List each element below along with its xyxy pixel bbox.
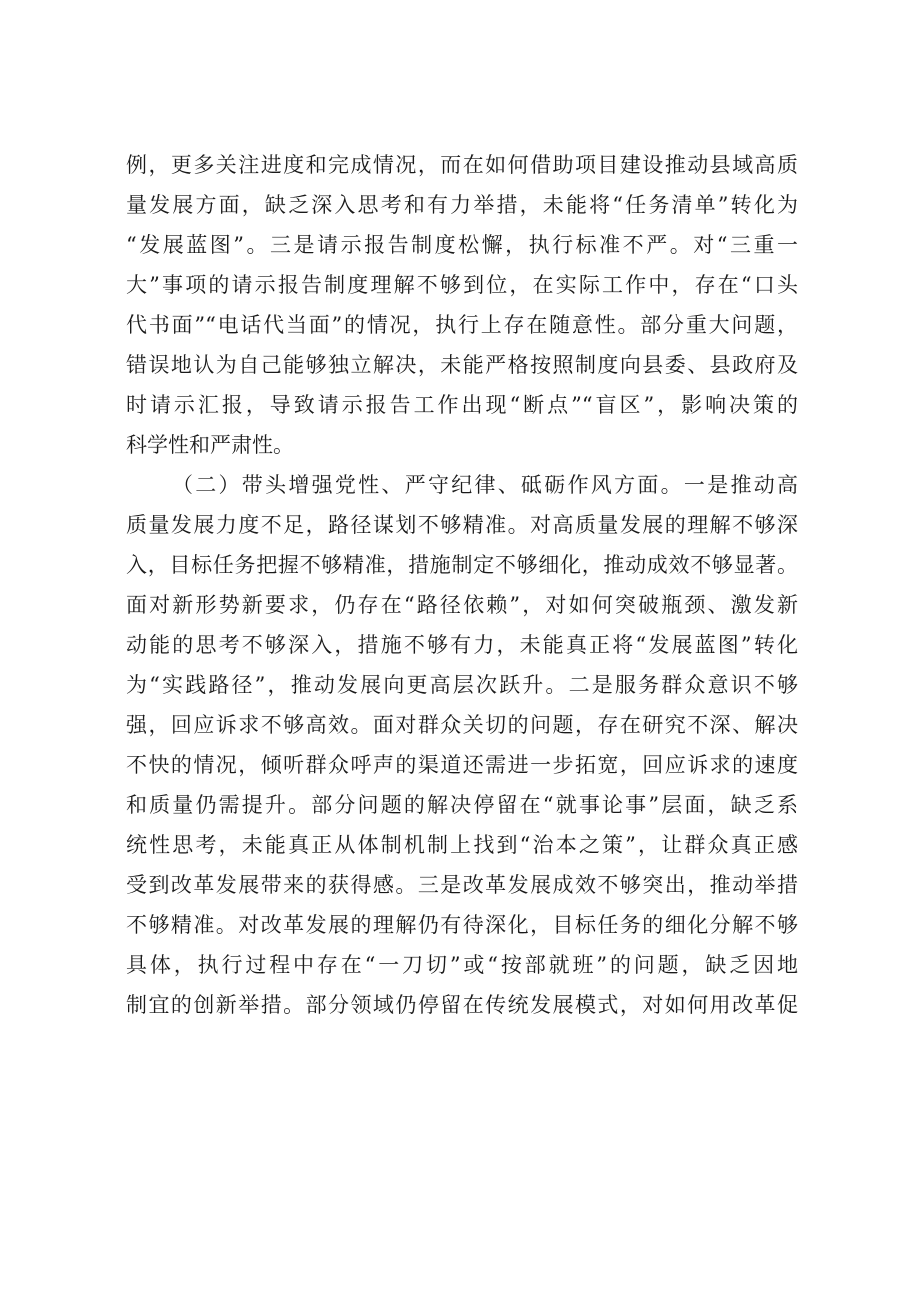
text-line: 统性思考，未能真正从体制机制上找到“治本之策”，让群众真正感 bbox=[126, 833, 798, 857]
paragraph-2 bbox=[126, 465, 798, 1025]
text-line: 强，回应诉求不够高效。面对群众关切的问题，存在研究不深、解决 bbox=[126, 713, 798, 737]
text-line: 和质量仍需提升。部分问题的解决停留在“就事论事”层面，缺乏系 bbox=[126, 793, 798, 817]
document-body bbox=[126, 145, 798, 1025]
text-line: 量发展方面，缺乏深入思考和有力举措，未能将“任务清单”转化为 bbox=[126, 193, 798, 217]
text-line: 面对新形势新要求，仍存在“路径依赖”，对如何突破瓶颈、激发新 bbox=[126, 593, 798, 617]
text-line: 时请示汇报，导致请示报告工作出现“断点”“盲区”，影响决策的 bbox=[126, 393, 798, 417]
text-line: 例，更多关注进度和完成情况，而在如何借助项目建设推动县域高质 bbox=[126, 153, 798, 177]
text-line: 大”事项的请示报告制度理解不够到位，在实际工作中，存在“口头 bbox=[126, 273, 798, 297]
text-line: 不快的情况，倾听群众呼声的渠道还需进一步拓宽，回应诉求的速度 bbox=[126, 753, 798, 777]
text-line: 具体，执行过程中存在“一刀切”或“按部就班”的问题，缺乏因地 bbox=[126, 953, 798, 977]
paragraph-1 bbox=[126, 145, 798, 465]
text-line: 制宜的创新举措。部分领域仍停留在传统发展模式，对如何用改革促 bbox=[126, 993, 798, 1017]
text-line: 不够精准。对改革发展的理解仍有待深化，目标任务的细化分解不够 bbox=[126, 913, 798, 937]
text-line: 动能的思考不够深入，措施不够有力，未能真正将“发展蓝图”转化 bbox=[126, 633, 798, 657]
text-line: 质量发展力度不足，路径谋划不够精准。对高质量发展的理解不够深 bbox=[126, 513, 798, 537]
text-line: 入，目标任务把握不够精准，措施制定不够细化，推动成效不够显著。 bbox=[126, 553, 798, 577]
text-line: 科学性和严肃性。 bbox=[126, 433, 294, 457]
text-line: 代书面”“电话代当面”的情况，执行上存在随意性。部分重大问题， bbox=[126, 313, 798, 337]
text-line: 为“实践路径”，推动发展向更高层次跃升。二是服务群众意识不够 bbox=[126, 673, 798, 697]
text-line: （二）带头增强党性、严守纪律、砥砺作风方面。一是推动高 bbox=[172, 473, 798, 497]
text-line: 受到改革发展带来的获得感。三是改革发展成效不够突出，推动举措 bbox=[126, 873, 798, 897]
text-line: “发展蓝图”。三是请示报告制度松懈，执行标准不严。对“三重一 bbox=[126, 233, 798, 257]
text-line: 错误地认为自己能够独立解决，未能严格按照制度向县委、县政府及 bbox=[126, 353, 798, 377]
